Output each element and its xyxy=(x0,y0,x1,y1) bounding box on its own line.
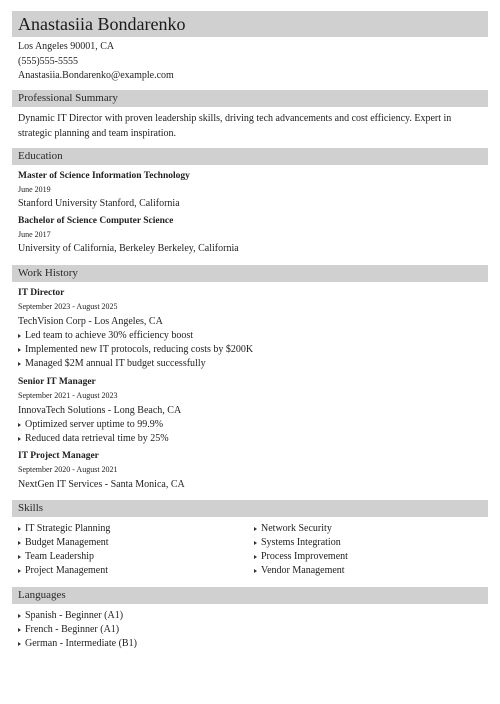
bullet-icon xyxy=(18,334,21,338)
language-item: Spanish - Beginner (A1) xyxy=(18,609,480,623)
skill-item: Team Leadership xyxy=(18,550,248,564)
job-dates: September 2021 - August 2023 xyxy=(18,391,118,400)
summary-section-header xyxy=(12,90,488,107)
bullet-icon xyxy=(18,541,21,545)
job-company: TechVision Corp - Los Angeles, CA xyxy=(18,316,163,327)
job-bullets xyxy=(18,418,480,446)
skills-heading: Skills xyxy=(18,502,44,514)
bullet-icon xyxy=(18,527,21,531)
bullet-icon xyxy=(254,541,257,545)
work-section-header xyxy=(12,265,488,282)
skill-item: IT Strategic Planning xyxy=(18,522,248,536)
summary-text: Dynamic IT Director with proven leadership skills, driving tech advancements and cost efficiency. Expert in strategic planning and team inspiration. xyxy=(18,113,452,139)
bullet-icon xyxy=(18,423,21,427)
job-bullet: Managed $2M annual IT budget successfully xyxy=(18,357,480,371)
language-item: German - Intermediate (B1) xyxy=(18,637,480,651)
summary-heading: Professional Summary xyxy=(18,92,118,104)
languages-section-header xyxy=(12,587,488,604)
school-name: University of California, Berkeley Berkeley, California xyxy=(18,243,239,254)
bullet-icon xyxy=(18,642,21,646)
job-entry xyxy=(18,450,480,492)
job-dates: September 2023 - August 2025 xyxy=(18,302,118,311)
job-title: IT Director xyxy=(18,288,65,298)
bullet-icon xyxy=(18,614,21,618)
skill-item: Budget Management xyxy=(18,536,248,550)
job-bullet: Optimized server uptime to 99.9% xyxy=(18,418,480,432)
degree-title: Master of Science Information Technology xyxy=(18,171,190,181)
bullet-icon xyxy=(18,555,21,559)
job-dates: September 2020 - August 2021 xyxy=(18,465,118,474)
contact-phone: (555)555-5555 xyxy=(18,55,78,67)
contact-address: Los Angeles 90001, CA xyxy=(18,41,115,52)
bullet-icon xyxy=(18,437,21,441)
school-name: Stanford University Stanford, California xyxy=(18,198,180,209)
degree-title: Bachelor of Science Computer Science xyxy=(18,216,174,226)
contact-email: Anastasiia.Bondarenko@example.com xyxy=(18,70,174,81)
skill-item: Vendor Management xyxy=(254,564,480,578)
languages-heading: Languages xyxy=(18,589,66,601)
work-heading: Work History xyxy=(18,267,78,279)
bullet-icon xyxy=(18,348,21,352)
name-header xyxy=(12,11,488,37)
job-bullet: Reduced data retrieval time by 25% xyxy=(18,432,480,446)
bullet-icon xyxy=(254,555,257,559)
job-entry xyxy=(18,287,480,371)
job-entry xyxy=(18,376,480,446)
degree-date: June 2019 xyxy=(18,185,51,194)
bullet-icon xyxy=(18,628,21,632)
skill-item: Project Management xyxy=(18,564,248,578)
skills-section-header xyxy=(12,500,488,517)
skill-item: Systems Integration xyxy=(254,536,480,550)
job-company: NextGen IT Services - Santa Monica, CA xyxy=(18,479,185,490)
job-title: IT Project Manager xyxy=(18,451,99,461)
job-bullets xyxy=(18,329,480,371)
skills-list-right xyxy=(254,522,480,578)
job-company: InnovaTech Solutions - Long Beach, CA xyxy=(18,405,182,416)
job-bullet: Led team to achieve 30% efficiency boost xyxy=(18,329,480,343)
skill-item: Network Security xyxy=(254,522,480,536)
bullet-icon xyxy=(254,527,257,531)
education-heading: Education xyxy=(18,150,63,162)
bullet-icon xyxy=(18,362,21,366)
degree-date: June 2017 xyxy=(18,230,51,239)
language-item: French - Beginner (A1) xyxy=(18,623,480,637)
languages-list xyxy=(18,609,480,651)
education-section-header xyxy=(12,148,488,165)
contact-block xyxy=(18,40,174,84)
job-bullet: Implemented new IT protocols, reducing costs by $200K xyxy=(18,343,480,357)
job-title: Senior IT Manager xyxy=(18,377,96,387)
education-entry xyxy=(18,170,480,211)
candidate-name: Anastasiia Bondarenko xyxy=(18,14,186,34)
bullet-icon xyxy=(18,569,21,573)
education-entry xyxy=(18,215,480,256)
bullet-icon xyxy=(254,569,257,573)
skill-item: Process Improvement xyxy=(254,550,480,564)
skills-list-left xyxy=(18,522,248,578)
